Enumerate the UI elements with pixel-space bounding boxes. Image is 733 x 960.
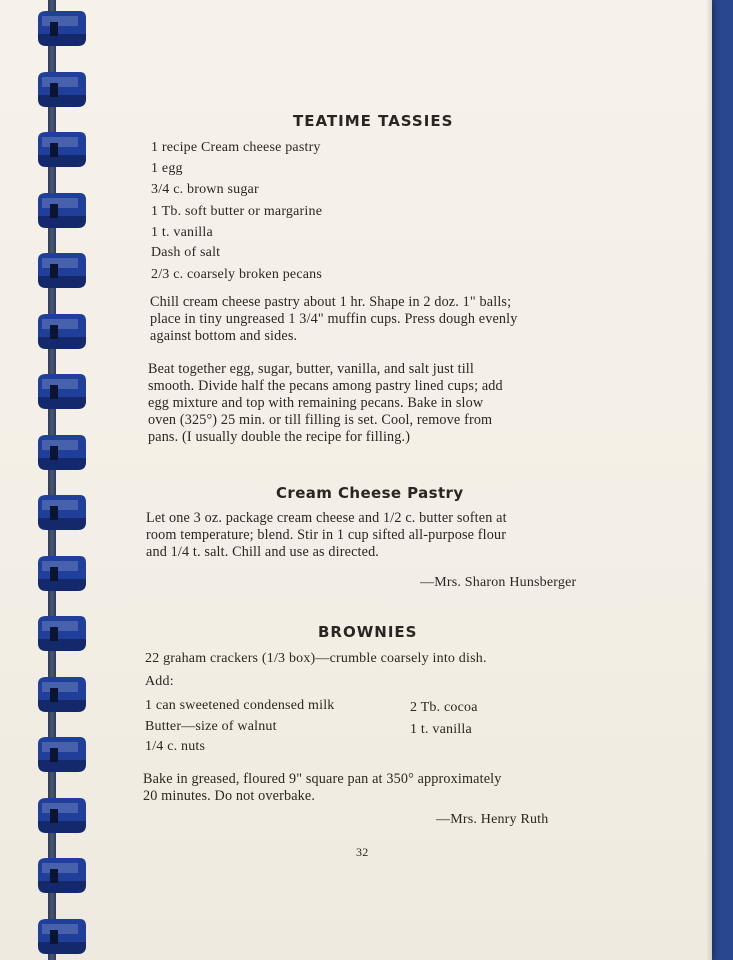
binding-ring <box>32 916 88 960</box>
paragraph-line: against bottom and sides. <box>150 328 298 344</box>
ingredient-line: 2/3 c. coarsely broken pecans <box>151 267 323 282</box>
binding-ring-highlight <box>42 77 78 87</box>
paragraph-line: pans. (I usually double the recipe for filling.) <box>148 429 411 445</box>
binding-ring-shadow <box>38 216 86 228</box>
binding-ring-shadow <box>38 821 86 833</box>
paragraph-line: Chill cream cheese pastry about 1 hr. Shape in 2 doz. 1" balls; <box>150 294 512 310</box>
binding-ring-shape <box>32 250 88 294</box>
instructions-paragraph-2 <box>148 361 596 446</box>
binding-ring-shadow <box>38 397 86 409</box>
binding-ring <box>32 69 88 113</box>
recipe-credit: —Mrs. Henry Ruth <box>436 812 549 827</box>
binding-ring-shadow <box>38 760 86 772</box>
binding-ring-shape <box>32 855 88 899</box>
binding-ring-shadow <box>38 155 86 167</box>
paragraph-line: and 1/4 t. salt. Chill and use as directed. <box>146 544 380 560</box>
binding-ring-shadow <box>38 881 86 893</box>
binding-ring <box>32 8 88 52</box>
paragraph-line: place in tiny ungreased 1 3/4" muffin cups. Press dough evenly <box>150 311 518 327</box>
ingredient-line: 2 Tb. cocoa <box>410 700 478 715</box>
binding-ring-shape <box>32 613 88 657</box>
binding-ring <box>32 311 88 355</box>
binding-ring <box>32 129 88 173</box>
binding-ring <box>32 613 88 657</box>
binding-ring <box>32 190 88 234</box>
recipe-title-brownies: BROWNIES <box>318 623 418 641</box>
pastry-instructions <box>146 510 590 561</box>
paragraph-line: room temperature; blend. Stir in 1 cup sifted all-purpose flour <box>146 527 507 543</box>
instructions-paragraph-1 <box>150 294 596 345</box>
binding-ring-gap <box>50 204 58 218</box>
binding-ring <box>32 674 88 718</box>
binding-ring-highlight <box>42 258 78 268</box>
binding-ring-gap <box>50 809 58 823</box>
binding-ring-shape <box>32 492 88 536</box>
binding-ring-highlight <box>42 924 78 934</box>
binding-ring-shadow <box>38 95 86 107</box>
paragraph-line: 20 minutes. Do not overbake. <box>143 788 316 804</box>
binding-ring-shape <box>32 432 88 476</box>
binding-ring-gap <box>50 325 58 339</box>
binding-ring-shape <box>32 371 88 415</box>
binding-ring-shape <box>32 553 88 597</box>
binding-ring <box>32 553 88 597</box>
binding-ring-shadow <box>38 579 86 591</box>
binding-ring-shadow <box>38 458 86 470</box>
paragraph-line: Bake in greased, floured 9" square pan at 350° approximately <box>143 771 502 787</box>
page-number: 32 <box>356 845 369 859</box>
ingredient-line: 1 Tb. soft butter or margarine <box>151 204 323 219</box>
ingredient-line: 1 t. vanilla <box>151 225 213 240</box>
binding-ring-highlight <box>42 16 78 26</box>
binding-ring-shape <box>32 311 88 355</box>
binding-ring-shadow <box>38 518 86 530</box>
ingredient-line: Butter—size of walnut <box>145 719 277 734</box>
binding-ring-highlight <box>42 319 78 329</box>
binding-ring-shape <box>32 8 88 52</box>
binding-ring-shadow <box>38 34 86 46</box>
paragraph-line: egg mixture and top with remaining pecans. Bake in slow <box>148 395 484 411</box>
ingredient-line: 1 t. vanilla <box>410 722 472 737</box>
binding-ring-gap <box>50 567 58 581</box>
binding-ring-gap <box>50 143 58 157</box>
binding-ring-shape <box>32 795 88 839</box>
paragraph-line: oven (325°) 25 min. or till filling is set. Cool, remove from <box>148 412 493 428</box>
binding-ring-gap <box>50 264 58 278</box>
binding-ring <box>32 492 88 536</box>
paragraph-line: smooth. Divide half the pecans among pastry lined cups; add <box>148 378 503 394</box>
binding-ring-shadow <box>38 337 86 349</box>
binding-ring-shape <box>32 674 88 718</box>
binding-ring <box>32 795 88 839</box>
binding-ring-shape <box>32 69 88 113</box>
binding-ring-highlight <box>42 500 78 510</box>
binding-ring-highlight <box>42 682 78 692</box>
binding-ring-gap <box>50 930 58 944</box>
binding-ring-gap <box>50 627 58 641</box>
binding-ring-shadow <box>38 639 86 651</box>
binding-ring <box>32 734 88 778</box>
binding-ring-gap <box>50 22 58 36</box>
binding-ring-highlight <box>42 742 78 752</box>
binding-ring-highlight <box>42 440 78 450</box>
binding-ring-gap <box>50 83 58 97</box>
binding-ring-gap <box>50 869 58 883</box>
ingredient-line: 1 recipe Cream cheese pastry <box>151 140 321 155</box>
page-edge-shadow <box>706 0 712 960</box>
add-label: Add: <box>145 674 174 689</box>
binding-ring-shape <box>32 734 88 778</box>
binding-ring-gap <box>50 748 58 762</box>
binding-ring-gap <box>50 506 58 520</box>
binding-ring-shadow <box>38 700 86 712</box>
paragraph-line: Let one 3 oz. package cream cheese and 1/2 c. butter soften at <box>146 510 507 526</box>
recipe-title-teatime-tassies: TEATIME TASSIES <box>293 112 454 130</box>
ingredient-line: 1 can sweetened condensed milk <box>145 698 335 713</box>
binding-ring <box>32 250 88 294</box>
binding-ring-shadow <box>38 942 86 954</box>
binding-ring <box>32 371 88 415</box>
ingredient-line: 1 egg <box>151 161 183 176</box>
ingredient-line: Dash of salt <box>151 245 221 260</box>
binding-ring <box>32 432 88 476</box>
ingredient-line: 1/4 c. nuts <box>145 739 206 754</box>
binding-ring <box>32 855 88 899</box>
binding-ring-shape <box>32 129 88 173</box>
ingredient-line: 3/4 c. brown sugar <box>151 182 259 197</box>
binding-ring-highlight <box>42 198 78 208</box>
binding-ring-gap <box>50 446 58 460</box>
brownies-intro: 22 graham crackers (1/3 box)—crumble coarsely into dish. <box>145 651 487 666</box>
binding-ring-gap <box>50 688 58 702</box>
binding-ring-highlight <box>42 803 78 813</box>
binding-ring-gap <box>50 385 58 399</box>
binding-ring-shape <box>32 916 88 960</box>
binding-ring-highlight <box>42 561 78 571</box>
recipe-credit: —Mrs. Sharon Hunsberger <box>420 575 577 590</box>
binding-ring-highlight <box>42 863 78 873</box>
binding-ring-highlight <box>42 379 78 389</box>
binding-ring-highlight <box>42 137 78 147</box>
paragraph-line: Beat together egg, sugar, butter, vanilla, and salt just till <box>148 361 474 377</box>
binding-ring-shadow <box>38 276 86 288</box>
recipe-title-cream-cheese-pastry: Cream Cheese Pastry <box>276 484 464 502</box>
binding-ring-shape <box>32 190 88 234</box>
brownies-instructions <box>143 771 587 805</box>
binding-ring-highlight <box>42 621 78 631</box>
